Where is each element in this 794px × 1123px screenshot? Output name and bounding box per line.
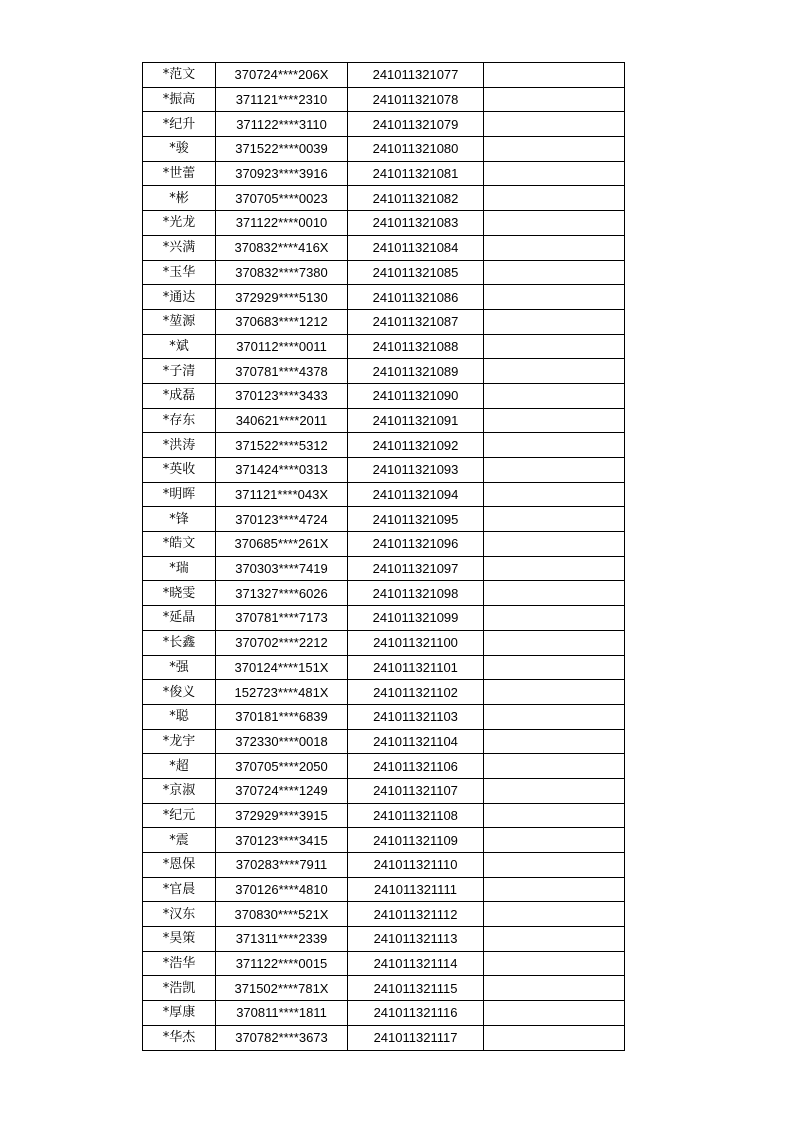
table-row [143, 754, 625, 779]
name-cell: *长鑫 [143, 630, 216, 655]
remarks-cell [484, 680, 625, 705]
name-cell: *锋 [143, 507, 216, 532]
id-number-cell: 370782****3673 [216, 1025, 348, 1050]
name-cell: *恩保 [143, 853, 216, 878]
name-cell: *俊义 [143, 680, 216, 705]
table-row [143, 458, 625, 483]
name-cell: *厚康 [143, 1001, 216, 1026]
id-number-cell: 370811****1811 [216, 1001, 348, 1026]
certificate-number-cell: 241011321083 [348, 211, 484, 236]
remarks-cell [484, 1025, 625, 1050]
remarks-cell [484, 359, 625, 384]
id-number-cell: 152723****481X [216, 680, 348, 705]
id-number-cell: 371121****043X [216, 482, 348, 507]
certificate-number-cell: 241011321114 [348, 951, 484, 976]
certificate-number-cell: 241011321098 [348, 581, 484, 606]
name-cell: *官晨 [143, 877, 216, 902]
id-number-cell: 370923****3916 [216, 161, 348, 186]
id-number-cell: 372330****0018 [216, 729, 348, 754]
id-number-cell: 370832****7380 [216, 260, 348, 285]
certificate-number-cell: 241011321102 [348, 680, 484, 705]
table-row [143, 951, 625, 976]
remarks-cell [484, 408, 625, 433]
id-number-cell: 370112****0011 [216, 334, 348, 359]
remarks-cell [484, 976, 625, 1001]
name-cell: *晓雯 [143, 581, 216, 606]
certificate-number-cell: 241011321103 [348, 704, 484, 729]
id-number-cell: 370181****6839 [216, 704, 348, 729]
remarks-cell [484, 655, 625, 680]
remarks-cell [484, 853, 625, 878]
remarks-cell [484, 606, 625, 631]
table-row [143, 532, 625, 557]
remarks-cell [484, 556, 625, 581]
table-row [143, 680, 625, 705]
name-cell: *超 [143, 754, 216, 779]
name-cell: *堃源 [143, 309, 216, 334]
remarks-cell [484, 112, 625, 137]
name-cell: *斌 [143, 334, 216, 359]
remarks-cell [484, 1001, 625, 1026]
remarks-cell [484, 581, 625, 606]
table-row [143, 63, 625, 88]
name-cell: *震 [143, 828, 216, 853]
remarks-cell [484, 507, 625, 532]
table-row [143, 507, 625, 532]
certificate-number-cell: 241011321084 [348, 235, 484, 260]
name-cell: *纪升 [143, 112, 216, 137]
table-row [143, 581, 625, 606]
certificate-number-cell: 241011321091 [348, 408, 484, 433]
certificate-number-cell: 241011321104 [348, 729, 484, 754]
certificate-number-cell: 241011321088 [348, 334, 484, 359]
roster-table [142, 62, 625, 1051]
remarks-cell [484, 754, 625, 779]
certificate-number-cell: 241011321085 [348, 260, 484, 285]
certificate-number-cell: 241011321081 [348, 161, 484, 186]
table-row [143, 309, 625, 334]
name-cell: *子清 [143, 359, 216, 384]
table-row [143, 112, 625, 137]
id-number-cell: 371424****0313 [216, 458, 348, 483]
table-row [143, 260, 625, 285]
name-cell: *纪元 [143, 803, 216, 828]
table-row [143, 87, 625, 112]
remarks-cell [484, 211, 625, 236]
table-row [143, 1001, 625, 1026]
table-row [143, 433, 625, 458]
certificate-number-cell: 241011321115 [348, 976, 484, 1001]
name-cell: *通达 [143, 285, 216, 310]
id-number-cell: 370123****4724 [216, 507, 348, 532]
remarks-cell [484, 927, 625, 952]
table-row [143, 482, 625, 507]
certificate-number-cell: 241011321099 [348, 606, 484, 631]
table-row [143, 211, 625, 236]
table-row [143, 655, 625, 680]
table-row [143, 606, 625, 631]
remarks-cell [484, 161, 625, 186]
name-cell: *延晶 [143, 606, 216, 631]
name-cell: *龙宇 [143, 729, 216, 754]
name-cell: *强 [143, 655, 216, 680]
name-cell: *昊策 [143, 927, 216, 952]
name-cell: *光龙 [143, 211, 216, 236]
remarks-cell [484, 334, 625, 359]
remarks-cell [484, 383, 625, 408]
table-row [143, 186, 625, 211]
certificate-number-cell: 241011321092 [348, 433, 484, 458]
certificate-number-cell: 241011321116 [348, 1001, 484, 1026]
name-cell: *振高 [143, 87, 216, 112]
certificate-number-cell: 241011321078 [348, 87, 484, 112]
certificate-number-cell: 241011321110 [348, 853, 484, 878]
roster-table-body [143, 63, 625, 1051]
id-number-cell: 371122****0010 [216, 211, 348, 236]
certificate-number-cell: 241011321117 [348, 1025, 484, 1050]
name-cell: *兴满 [143, 235, 216, 260]
name-cell: *范文 [143, 63, 216, 88]
id-number-cell: 370781****7173 [216, 606, 348, 631]
table-row [143, 334, 625, 359]
table-row [143, 285, 625, 310]
certificate-number-cell: 241011321077 [348, 63, 484, 88]
name-cell: *浩凯 [143, 976, 216, 1001]
id-number-cell: 372929****3915 [216, 803, 348, 828]
remarks-cell [484, 186, 625, 211]
id-number-cell: 370685****261X [216, 532, 348, 557]
remarks-cell [484, 803, 625, 828]
remarks-cell [484, 902, 625, 927]
table-row [143, 137, 625, 162]
remarks-cell [484, 778, 625, 803]
table-row [143, 853, 625, 878]
table-row [143, 729, 625, 754]
id-number-cell: 370702****2212 [216, 630, 348, 655]
certificate-number-cell: 241011321079 [348, 112, 484, 137]
remarks-cell [484, 828, 625, 853]
certificate-number-cell: 241011321097 [348, 556, 484, 581]
id-number-cell: 370724****206X [216, 63, 348, 88]
name-cell: *浩华 [143, 951, 216, 976]
id-number-cell: 370283****7911 [216, 853, 348, 878]
table-row [143, 556, 625, 581]
certificate-number-cell: 241011321106 [348, 754, 484, 779]
name-cell: *世蕾 [143, 161, 216, 186]
remarks-cell [484, 482, 625, 507]
name-cell: *骏 [143, 137, 216, 162]
id-number-cell: 371122****3110 [216, 112, 348, 137]
table-row [143, 1025, 625, 1050]
table-row [143, 976, 625, 1001]
table-row [143, 161, 625, 186]
remarks-cell [484, 704, 625, 729]
name-cell: *洪涛 [143, 433, 216, 458]
remarks-cell [484, 260, 625, 285]
id-number-cell: 370123****3415 [216, 828, 348, 853]
table-row [143, 408, 625, 433]
id-number-cell: 371121****2310 [216, 87, 348, 112]
certificate-number-cell: 241011321112 [348, 902, 484, 927]
remarks-cell [484, 729, 625, 754]
certificate-number-cell: 241011321082 [348, 186, 484, 211]
id-number-cell: 370123****3433 [216, 383, 348, 408]
name-cell: *皓文 [143, 532, 216, 557]
certificate-number-cell: 241011321090 [348, 383, 484, 408]
table-row [143, 630, 625, 655]
certificate-number-cell: 241011321093 [348, 458, 484, 483]
table-row [143, 927, 625, 952]
remarks-cell [484, 532, 625, 557]
certificate-number-cell: 241011321087 [348, 309, 484, 334]
table-row [143, 778, 625, 803]
table-row [143, 235, 625, 260]
table-row [143, 902, 625, 927]
id-number-cell: 371311****2339 [216, 927, 348, 952]
remarks-cell [484, 137, 625, 162]
name-cell: *瑞 [143, 556, 216, 581]
id-number-cell: 370683****1212 [216, 309, 348, 334]
name-cell: *华杰 [143, 1025, 216, 1050]
certificate-number-cell: 241011321100 [348, 630, 484, 655]
certificate-number-cell: 241011321108 [348, 803, 484, 828]
name-cell: *彬 [143, 186, 216, 211]
id-number-cell: 370124****151X [216, 655, 348, 680]
id-number-cell: 371502****781X [216, 976, 348, 1001]
name-cell: *汉东 [143, 902, 216, 927]
id-number-cell: 370705****2050 [216, 754, 348, 779]
id-number-cell: 372929****5130 [216, 285, 348, 310]
id-number-cell: 371327****6026 [216, 581, 348, 606]
remarks-cell [484, 951, 625, 976]
certificate-number-cell: 241011321089 [348, 359, 484, 384]
name-cell: *玉华 [143, 260, 216, 285]
certificate-number-cell: 241011321095 [348, 507, 484, 532]
table-row [143, 803, 625, 828]
name-cell: *成磊 [143, 383, 216, 408]
certificate-number-cell: 241011321096 [348, 532, 484, 557]
certificate-number-cell: 241011321113 [348, 927, 484, 952]
id-number-cell: 371122****0015 [216, 951, 348, 976]
id-number-cell: 340621****2011 [216, 408, 348, 433]
certificate-number-cell: 241011321094 [348, 482, 484, 507]
table-row [143, 383, 625, 408]
certificate-number-cell: 241011321107 [348, 778, 484, 803]
certificate-number-cell: 241011321080 [348, 137, 484, 162]
name-cell: *存东 [143, 408, 216, 433]
remarks-cell [484, 433, 625, 458]
id-number-cell: 370830****521X [216, 902, 348, 927]
id-number-cell: 371522****5312 [216, 433, 348, 458]
remarks-cell [484, 309, 625, 334]
table-row [143, 359, 625, 384]
certificate-number-cell: 241011321101 [348, 655, 484, 680]
name-cell: *聪 [143, 704, 216, 729]
name-cell: *明晖 [143, 482, 216, 507]
id-number-cell: 370705****0023 [216, 186, 348, 211]
id-number-cell: 370724****1249 [216, 778, 348, 803]
certificate-number-cell: 241011321109 [348, 828, 484, 853]
remarks-cell [484, 87, 625, 112]
certificate-number-cell: 241011321086 [348, 285, 484, 310]
id-number-cell: 371522****0039 [216, 137, 348, 162]
remarks-cell [484, 630, 625, 655]
id-number-cell: 370832****416X [216, 235, 348, 260]
certificate-number-cell: 241011321111 [348, 877, 484, 902]
table-row [143, 877, 625, 902]
remarks-cell [484, 458, 625, 483]
name-cell: *京淑 [143, 778, 216, 803]
remarks-cell [484, 285, 625, 310]
remarks-cell [484, 63, 625, 88]
table-row [143, 828, 625, 853]
remarks-cell [484, 877, 625, 902]
id-number-cell: 370781****4378 [216, 359, 348, 384]
name-cell: *英收 [143, 458, 216, 483]
remarks-cell [484, 235, 625, 260]
id-number-cell: 370303****7419 [216, 556, 348, 581]
id-number-cell: 370126****4810 [216, 877, 348, 902]
table-row [143, 704, 625, 729]
